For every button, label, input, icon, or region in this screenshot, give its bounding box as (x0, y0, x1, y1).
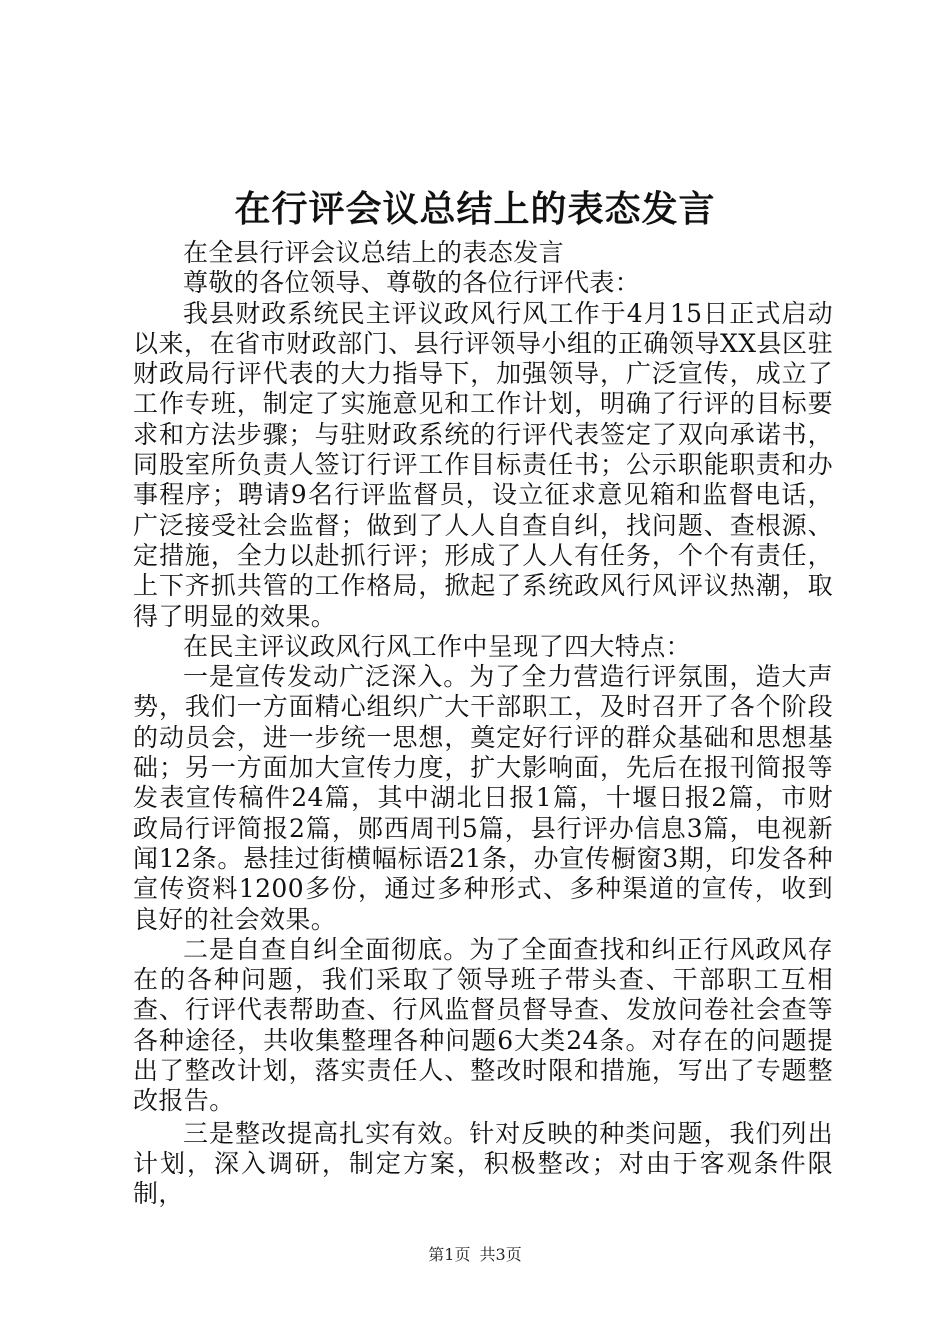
document-body (133, 238, 833, 1210)
page-total: 共3页 (479, 1245, 522, 1264)
document-title: 在行评会议总结上的表态发言 (234, 188, 716, 230)
paragraph-feature-two: 二是自查自纠全面彻底。为了全面查找和纠正行风政风存在的各种问题，我们采取了领导班子带头查、干部职工互相查、行评代表帮助查、行风监督员督导查、发放问卷社会查等各种途径，共收集整理各种问题6大类24条。对存在的问题提出了整改计划，落实责任人、整改时限和措施，写出了专题整改报告。 (133, 934, 833, 1116)
paragraph-feature-three: 三是整改提高扎实有效。针对反映的种类问题，我们列出计划，深入调研，制定方案，积极整改；对由于客观条件限制， (133, 1118, 833, 1209)
page-footer (0, 1244, 950, 1266)
paragraph-intro: 我县财政系统民主评议政风行风工作于4月15日正式启动以来，在省市财政部门、县行评领导小组的正确领导XX县区驻财政局行评代表的大力指导下，加强领导，广泛宣传，成立了工作专班，制定了实施意见和工作计划，明确了行评的目标要求和方法步骤；与驻财政系统的行评代表签定了双向承诺书，同股室所负责人签订行评工作目标责任书；公示职能职责和办事程序；聘请9名行评监督员，设立征求意见箱和监督电话，广泛接受社会监督；做到了人人自查自纠，找问题、查根源、定措施，全力以赴抓行评；形成了人人有任务，个个有责任，上下齐抓共管的工作格局，掀起了系统政风行风评议热潮，取得了明显的效果。 (133, 298, 833, 631)
paragraph-salutation: 尊敬的各位领导、尊敬的各位行评代表： (183, 268, 641, 298)
paragraph-feature-one: 一是宣传发动广泛深入。为了全力营造行评氛围，造大声势，我们一方面精心组织广大干部职工，及时召开了各个阶段的动员会，进一步统一思想，奠定好行评的群众基础和思想基础；另一方面加大宣传力度，扩大影响面，先后在报刊简报等发表宣传稿件24篇，其中湖北日报1篇，十堰日报2篇，市财政局行评简报2篇，郧西周刊5篇，县行评办信息3篇，电视新闻12条。悬挂过街横幅标语21条，办宣传橱窗3期，印发各种宣传资料1200多份，通过多种形式、多种渠道的宣传，收到良好的社会效果。 (133, 662, 833, 934)
page-number: 第1页 (428, 1245, 471, 1264)
paragraph-features-heading: 在民主评议政风行风工作中呈现了四大特点： (183, 631, 692, 661)
paragraph-subtitle: 在全县行评会议总结上的表态发言 (183, 238, 565, 267)
